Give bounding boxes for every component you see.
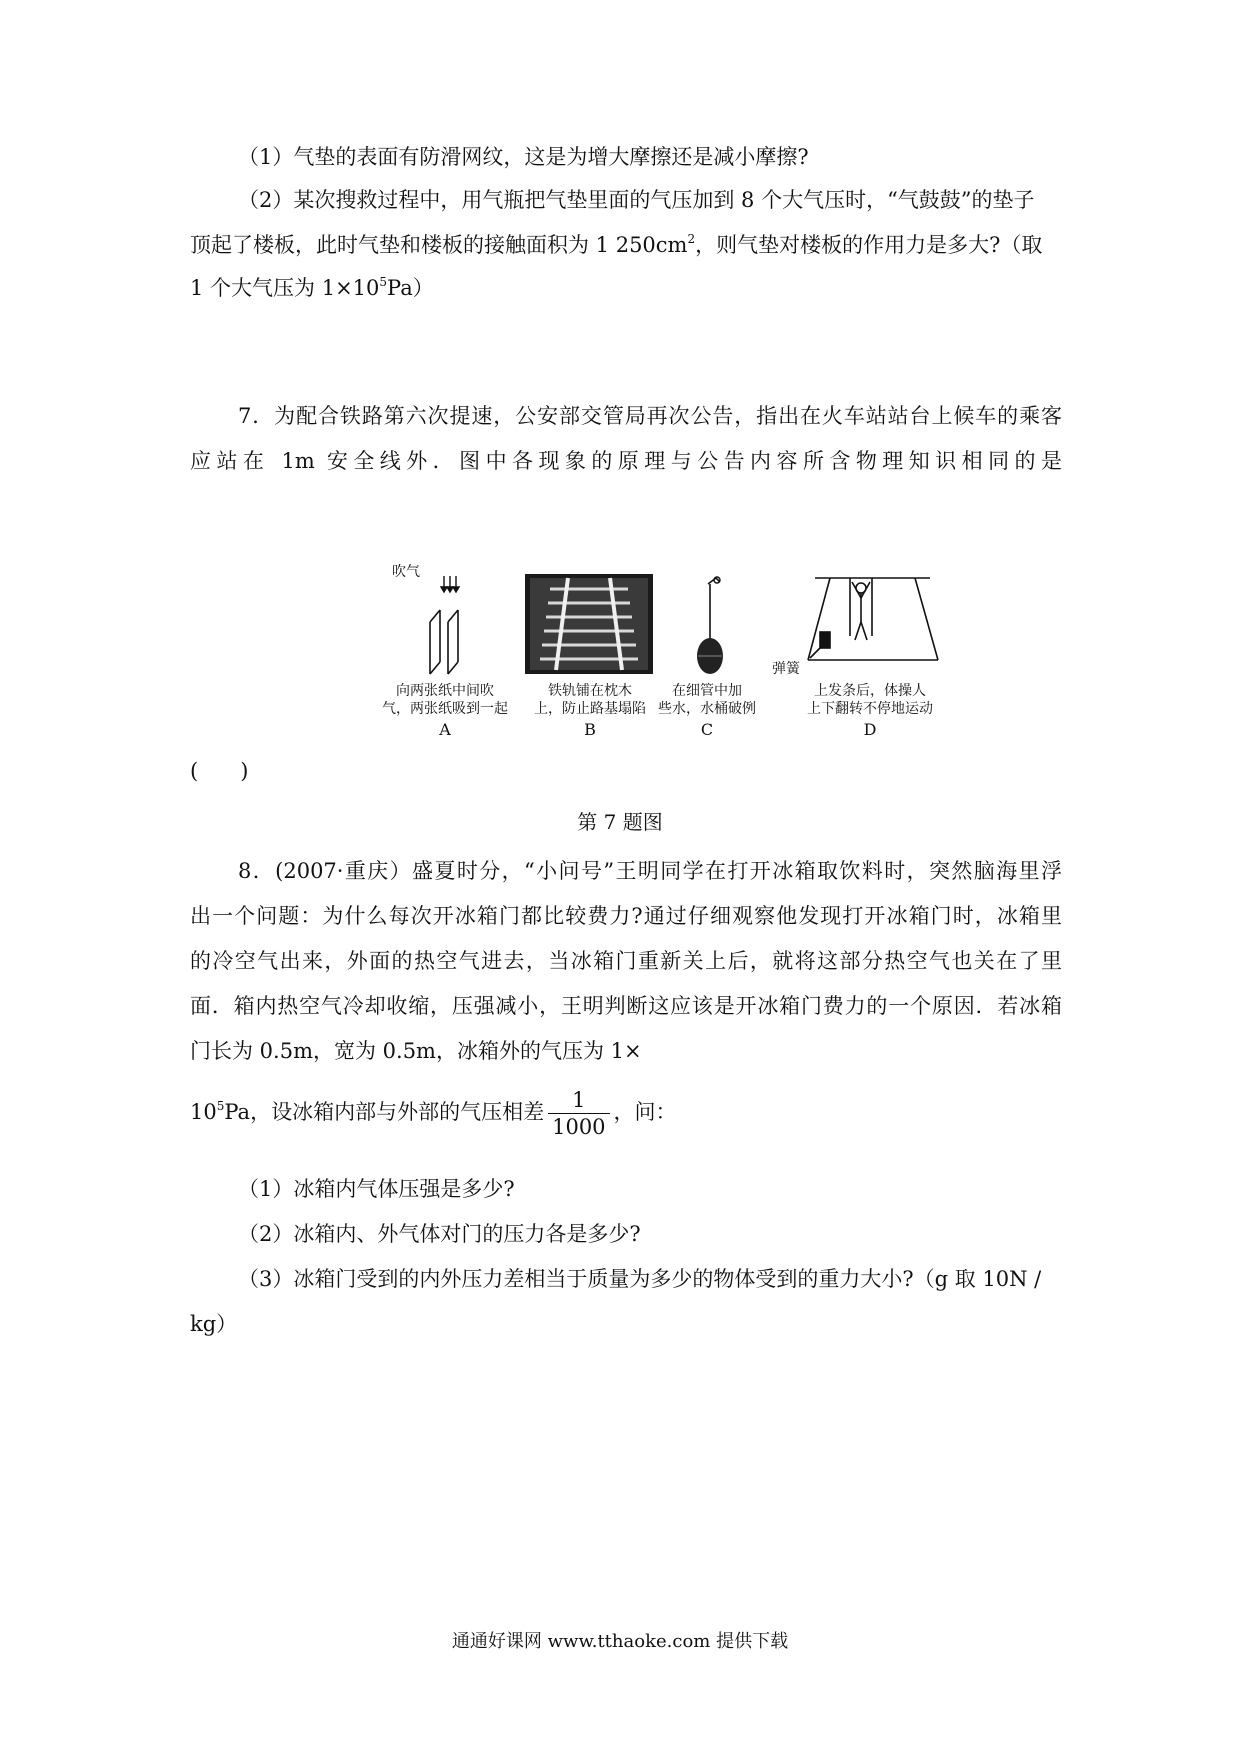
q8-sub1: （1）冰箱内气体压强是多少?: [238, 1177, 515, 1201]
figure-a-caption-2: 气，两张纸吸到一起: [382, 701, 508, 717]
figure-c-caption-2: 些水，水桶破例: [658, 701, 756, 717]
page-footer: 通通好课网 www.tthaoke.com 提供下载: [451, 1631, 789, 1652]
figure-d-gymnast-frame: [808, 578, 938, 660]
figure-c-barrel-tube: [697, 577, 723, 674]
q6-part2-line3: 1 个大气压为 $1\times 10^5Pa$）: [190, 275, 434, 300]
q8-stem-line1: 8．(2007·重庆）盛夏时分，“小问号”王明同学在打开冰箱取饮料时，突然脑海里浮: [238, 859, 1062, 883]
figure-c-letter: C: [700, 720, 714, 739]
q7-figure-title: 第 7 题图: [577, 810, 663, 834]
figure-b-letter: B: [584, 720, 596, 739]
figure-b-caption-1: 铁轨铺在枕木: [548, 683, 632, 699]
figure-a-label-blow: 吹气: [392, 564, 420, 580]
figure-b-railway-photo: [525, 574, 653, 674]
q8-stem-line6: $10^5Pa$，设冰箱内部与外部的气压相差 $\frac{1}{1000}$ ，问：: [190, 1088, 677, 1139]
q8-sub2: （2）冰箱内、外气体对门的压力各是多少?: [238, 1222, 641, 1246]
figure-d-label-spring: 弹簧: [772, 661, 800, 677]
figure-a-arrows: [441, 576, 459, 592]
figure-a-letter: A: [439, 720, 451, 739]
q8-stem-line5: 门长为 0.5m，宽为 0.5m，冰箱外的气压为 1×: [190, 1039, 642, 1063]
q8-stem-line4: 面．箱内热空气冷却收缩，压强减小，王明判断这应该是开冰箱门费力的一个原因．若冰箱: [190, 994, 1062, 1018]
q7-stem-line2: 应站在 1m 安全线外．图中各现象的原理与公告内容所含物理知识相同的是: [190, 449, 1062, 473]
q7-figure: [382, 564, 1050, 746]
figure-a-paper-sheets: [430, 610, 458, 674]
figure-d-letter: D: [863, 720, 877, 739]
q7-answer-blank: ( ): [190, 759, 249, 783]
q6-part2-line1: （2）某次搜救过程中，用气瓶把气垫里面的气压加到 8 个大气压时，“气鼓鼓”的垫子: [238, 188, 1035, 212]
figure-c-caption-1: 在细管中加: [672, 683, 742, 699]
q8-sub3: （3）冰箱门受到的内外压力差相当于质量为多少的物体受到的重力大小?（g 取 10N /: [238, 1267, 1042, 1291]
figure-b-caption-2: 上，防止路基塌陷: [534, 701, 646, 717]
q6-part2-line2: 顶起了楼板，此时气垫和楼板的接触面积为 1 $250cm^2$，则气垫对楼板的作用力是多大?（取: [190, 232, 1043, 257]
q6-part1: （1）气垫的表面有防滑网纹，这是为增大摩擦还是减小摩擦?: [238, 145, 809, 169]
q8-stem-line3: 的冷空气出来，外面的热空气进去，当冰箱门重新关上后，就将这部分热空气也关在了里: [190, 949, 1062, 973]
pressure-difference-fraction: $\frac{1}{1000}$: [548, 1087, 609, 1140]
figure-d-caption-1: 上发条后，体操人: [814, 683, 926, 699]
q8-sub3-continued: kg）: [190, 1312, 238, 1336]
q7-stem-line1: 7．为配合铁路第六次提速，公安部交管局再次公告，指出在火车站站台上候车的乘客: [238, 404, 1062, 428]
q8-stem-line2: 出一个问题：为什么每次开冰箱门都比较费力?通过仔细观察他发现打开冰箱门时，冰箱里: [190, 904, 1062, 928]
figure-a-caption-1: 向两张纸中间吹: [396, 683, 494, 699]
figure-d-caption-2: 上下翻转不停地运动: [807, 701, 933, 717]
